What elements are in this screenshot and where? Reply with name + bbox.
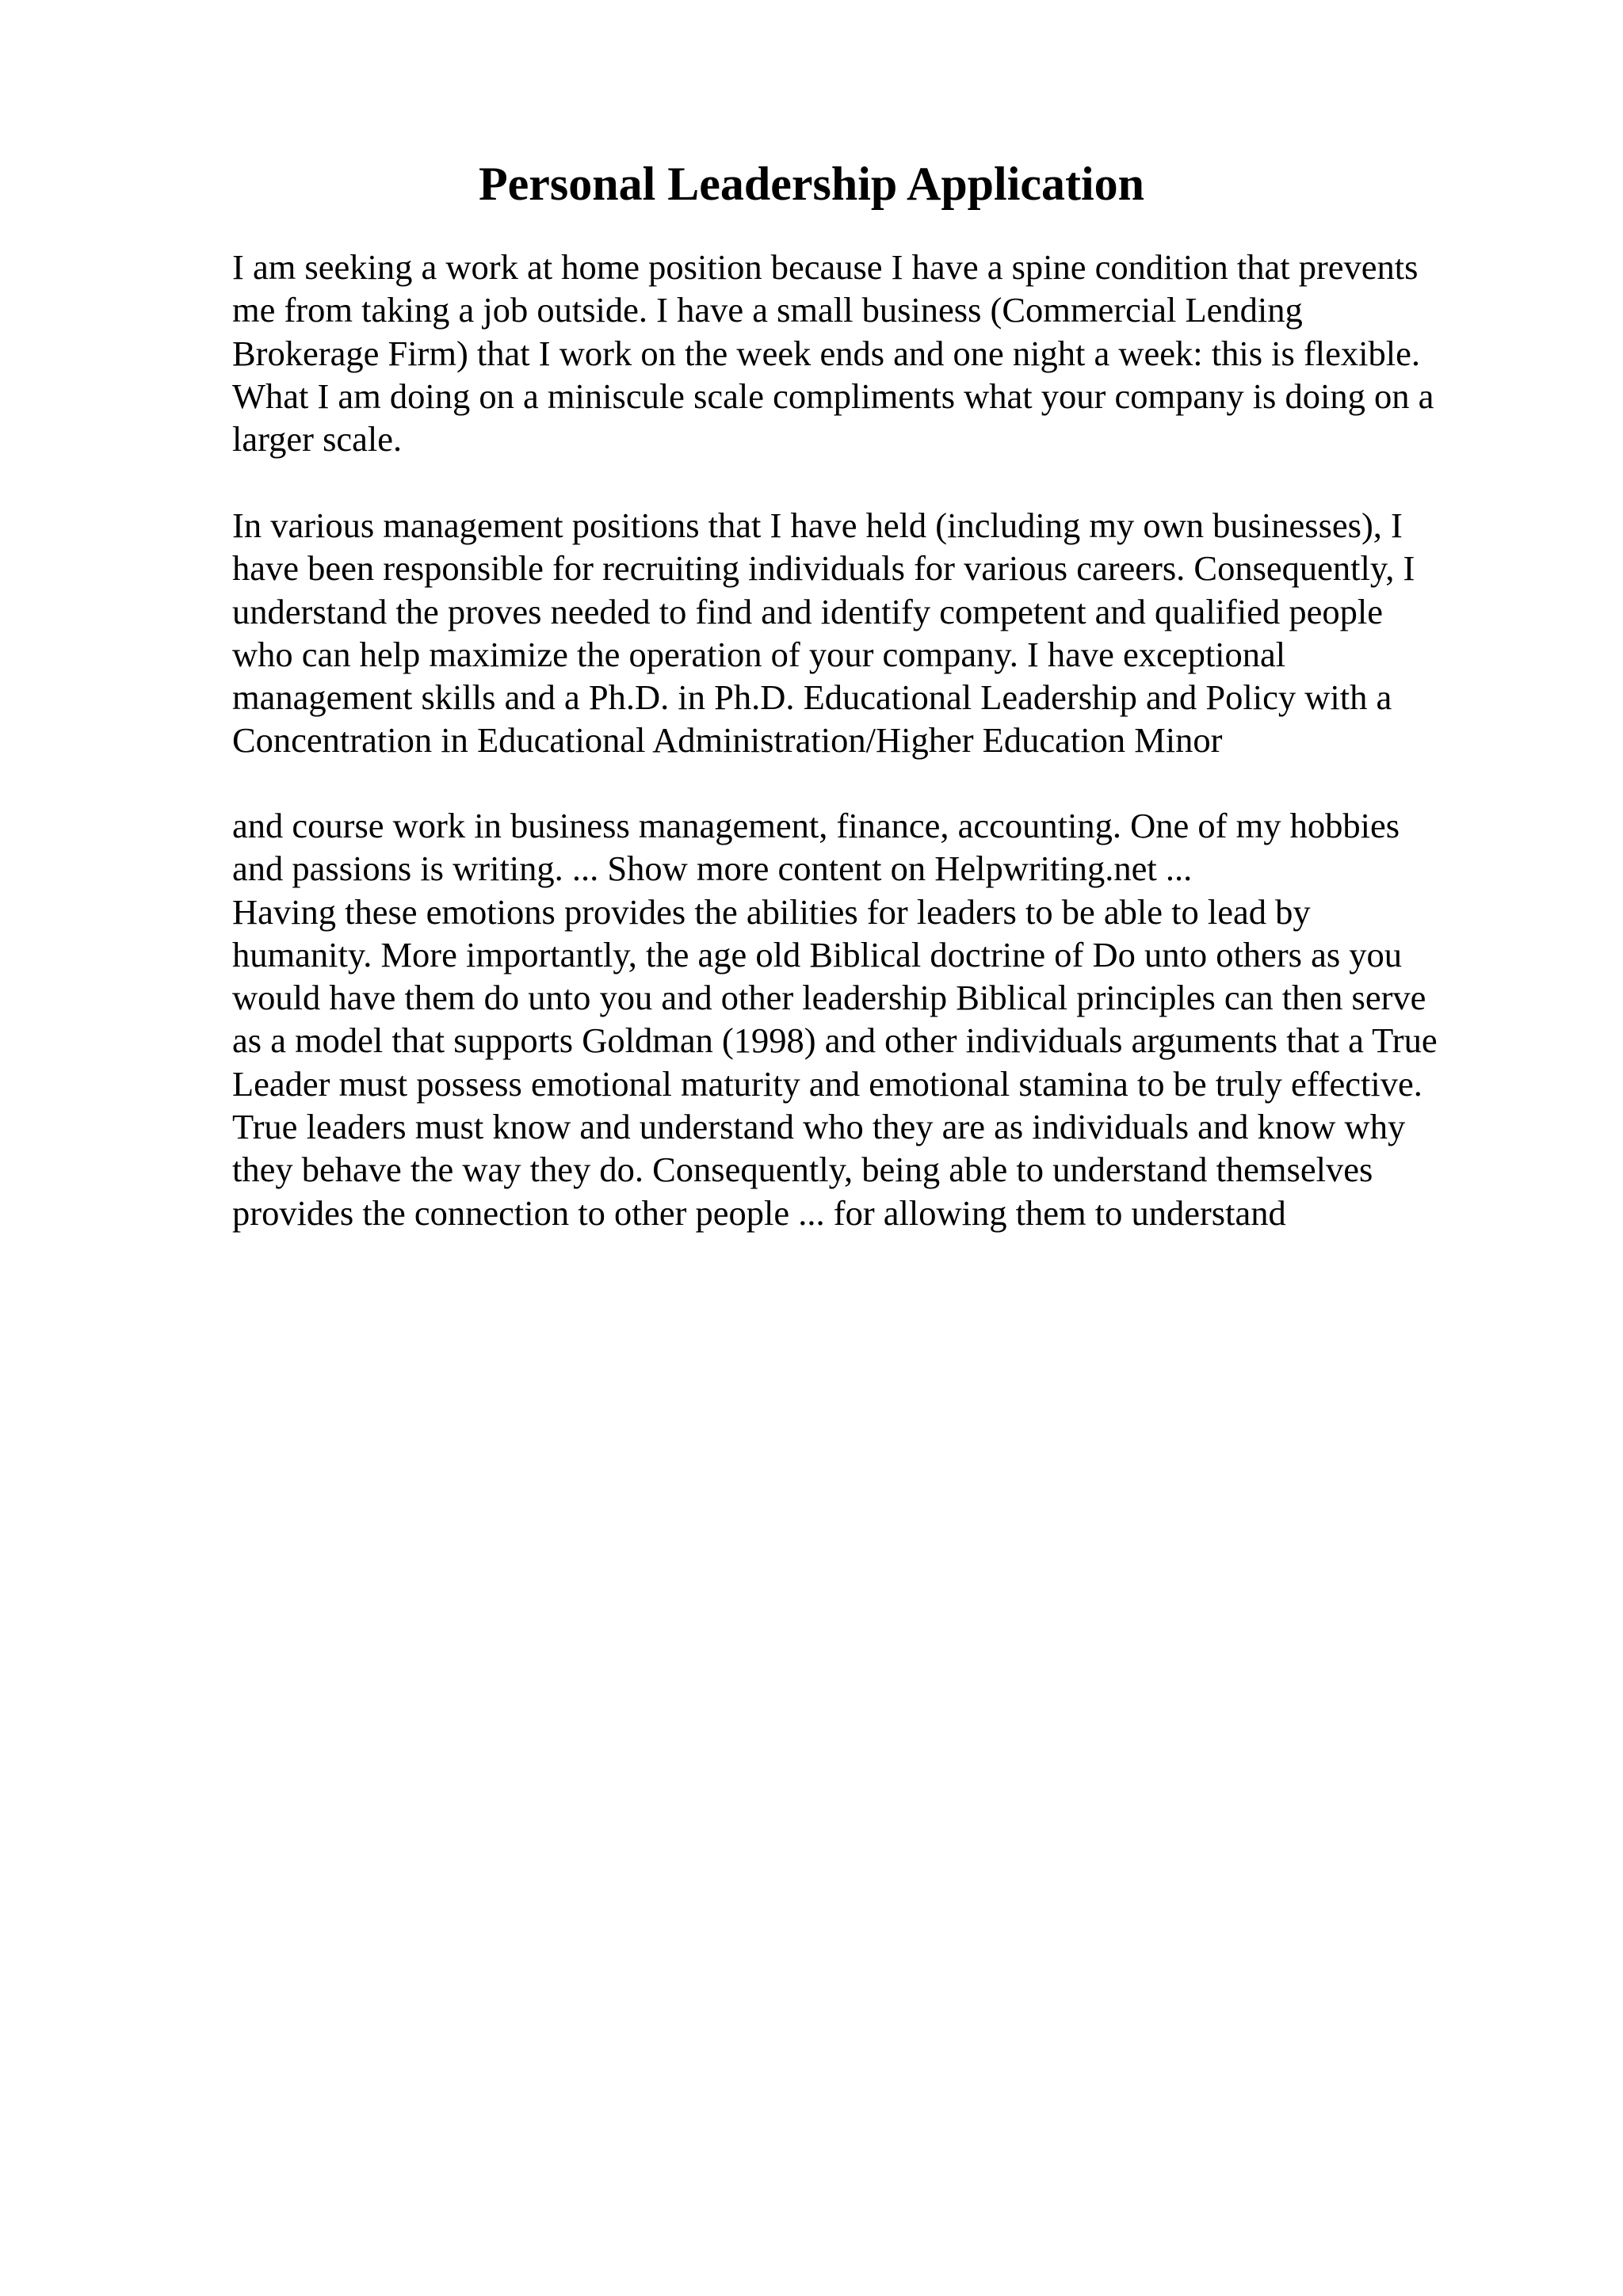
paragraph-line: would have them do unto you and other leadership Biblical principles can then serve [232, 978, 1426, 1018]
paragraph-line: as a model that supports Goldman (1998) and other individuals arguments that a True [232, 1020, 1438, 1061]
paragraph-line: they behave the way they do. Consequently, being able to understand themselves [232, 1150, 1373, 1190]
paragraph-line: have been responsible for recruiting individuals for various careers. Consequently, I [232, 548, 1415, 589]
paragraph-line: Leader must possess emotional maturity and emotional stamina to be truly effective. [232, 1063, 1423, 1104]
paragraph-line: In various management positions that I have held (including my own businesses), I [232, 505, 1403, 545]
paragraph-line: I am seeking a work at home position because I have a spine condition that prevents [232, 247, 1419, 287]
paragraph-line: True leaders must know and understand who they are as individuals and know why [232, 1107, 1406, 1147]
paragraph-line: and course work in business management, finance, accounting. One of my hobbies [232, 806, 1400, 845]
paragraph-3 [232, 804, 1532, 1234]
paragraph-line: who can help maximize the operation of your company. I have exceptional [232, 634, 1286, 674]
paragraph-line: Brokerage Firm) that I work on the week ends and one night a week: this is flexible. [232, 333, 1421, 373]
paragraph-1 [232, 246, 1532, 460]
paragraph-line: me from taking a job outside. I have a small business (Commercial Lending [232, 290, 1303, 330]
paragraph-2 [232, 504, 1532, 762]
paragraph-line: management skills and a Ph.D. in Ph.D. Educational Leadership and Policy with a [232, 677, 1392, 718]
paragraph-line: Having these emotions provides the abilities for leaders to be able to lead by [232, 891, 1311, 932]
paragraph-line: What I am doing on a miniscule scale compliments what your company is doing on a [232, 376, 1434, 416]
paragraph-line: and passions is writing. ... Show more content on Helpwriting.net ... [232, 849, 1193, 889]
paragraph-line: understand the proves needed to find and identify competent and qualified people [232, 591, 1383, 631]
paragraph-line: Concentration in Educational Administration/Higher Education Minor [232, 720, 1223, 761]
paragraph-line: provides the connection to other people ... for allowing them to understand [232, 1192, 1286, 1233]
paragraph-line: larger scale. [232, 419, 403, 460]
paragraph-line: humanity. More importantly, the age old Biblical doctrine of Do unto others as you [232, 934, 1403, 974]
document-title: Personal Leadership Application [478, 158, 1145, 210]
